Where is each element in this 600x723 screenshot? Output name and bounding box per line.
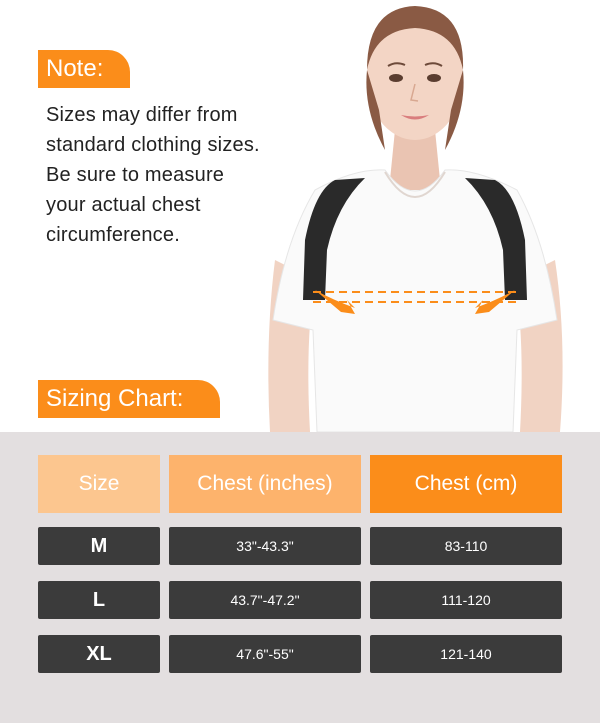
header-size-label: Size	[78, 472, 120, 495]
sizing-chart-label: Sizing Chart:	[46, 385, 184, 412]
size-cell-xl: XL	[38, 635, 160, 673]
note-line: circumference.	[46, 224, 180, 246]
chest-cm-cell-m: 83-110	[370, 527, 562, 565]
note-line: Sizes may differ from	[46, 104, 238, 126]
note-tag	[38, 50, 130, 88]
header-size	[38, 455, 160, 513]
header-chest-cm-label: Chest (cm)	[414, 472, 518, 495]
chest-cm-cell-xl: 121-140	[370, 635, 562, 673]
note-label: Note:	[46, 55, 104, 82]
note-line: standard clothing sizes.	[46, 134, 260, 156]
size-cell-l: L	[38, 581, 160, 619]
size-cell-m: M	[38, 527, 160, 565]
sizing-chart-tag	[38, 380, 220, 418]
model-wearing-posture-brace-image	[255, 0, 575, 432]
chest-cm-cell-l: 111-120	[370, 581, 562, 619]
chest-inches-cell-l: 43.7"-47.2"	[169, 581, 361, 619]
header-chest-inches-label: Chest (inches)	[197, 472, 333, 495]
header-chest-inches	[169, 455, 361, 513]
header-chest-cm	[370, 455, 562, 513]
note-line: Be sure to measure	[46, 164, 225, 186]
chest-inches-cell-xl: 47.6"-55"	[169, 635, 361, 673]
chest-inches-cell-m: 33"-43.3"	[169, 527, 361, 565]
note-line: your actual chest	[46, 194, 201, 216]
